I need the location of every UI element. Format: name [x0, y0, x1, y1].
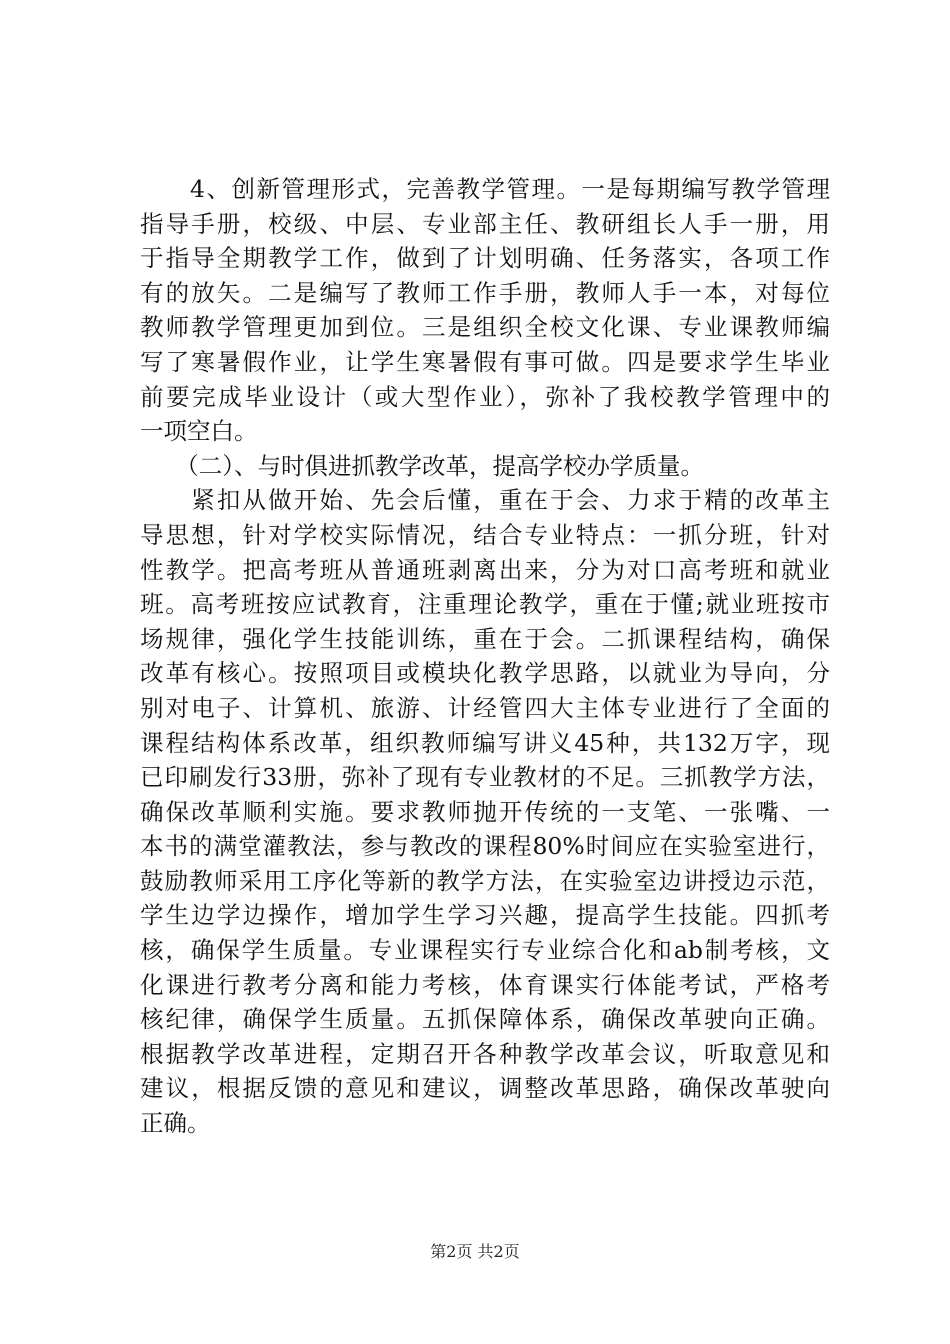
text-line: 已印刷发行33册，弥补了现有专业教材的不足。三抓教学方法，: [140, 763, 830, 792]
page-footer: 第2页 共2页: [430, 1242, 520, 1261]
text-line: 建议，根据反馈的意见和建议，调整改革思路，确保改革驶向: [140, 1074, 830, 1103]
text-line: 写了寒暑假作业，让学生寒暑假有事可做。四是要求学生毕业: [140, 347, 830, 376]
text-line: 本书的满堂灌教法，参与教改的课程80%时间应在实验室进行，: [140, 832, 830, 861]
text-line: 紧扣从做开始、先会后懂，重在于会、力求于精的改革主: [140, 486, 830, 515]
text-line: 场规律，强化学生技能训练，重在于会。二抓课程结构，确保: [140, 624, 830, 653]
text-line: 于指导全期教学工作，做到了计划明确、任务落实，各项工作: [140, 244, 830, 273]
text-line: 性教学。把高考班从普通班剥离出来，分为对口高考班和就业: [140, 555, 830, 584]
text-line: 改革有核心。按照项目或模块化教学思路，以就业为导向，分: [140, 659, 830, 688]
body-text: [140, 172, 830, 1141]
text-line: （二）、与时俱进抓教学改革，提高学校办学质量。: [140, 451, 704, 480]
text-line: 核，确保学生质量。专业课程实行专业综合化和ab制考核，文: [140, 936, 830, 965]
text-line: 前要完成毕业设计（或大型作业），弥补了我校教学管理中的: [140, 382, 830, 411]
text-line: 指导手册，校级、中层、专业部主任、教研组长人手一册，用: [140, 209, 830, 238]
text-line: 确保改革顺利实施。要求教师抛开传统的一支笔、一张嘴、一: [140, 797, 830, 826]
text-line: 别对电子、计算机、旅游、计经管四大主体专业进行了全面的: [140, 693, 830, 722]
text-line: 核纪律，确保学生质量。五抓保障体系，确保改革驶向正确。: [140, 1005, 830, 1034]
text-line: 有的放矢。二是编写了教师工作手册，教师人手一本，对每位: [140, 278, 830, 307]
text-line: 化课进行教考分离和能力考核，体育课实行体能考试，严格考: [140, 970, 830, 999]
text-line: 学生边学边操作，增加学生学习兴趣，提高学生技能。四抓考: [140, 901, 830, 930]
text-line: 根据教学改革进程，定期召开各种教学改革会议，听取意见和: [140, 1039, 830, 1068]
text-line: 正确。: [140, 1109, 211, 1138]
text-line: 教师教学管理更加到位。三是组织全校文化课、专业课教师编: [140, 313, 830, 342]
text-line: 一项空白。: [140, 417, 258, 446]
text-line: 课程结构体系改革，组织教师编写讲义45种，共132万字，现: [140, 728, 830, 757]
text-line: 4、创新管理形式，完善教学管理。一是每期编写教学管理: [140, 175, 830, 203]
text-line: 班。高考班按应试教育，注重理论教学，重在于懂;就业班按市: [140, 590, 830, 619]
text-line: 鼓励教师采用工序化等新的教学方法，在实验室边讲授边示范，: [140, 866, 830, 895]
text-line: 导思想，针对学校实际情况，结合专业特点：一抓分班，针对: [140, 520, 830, 549]
